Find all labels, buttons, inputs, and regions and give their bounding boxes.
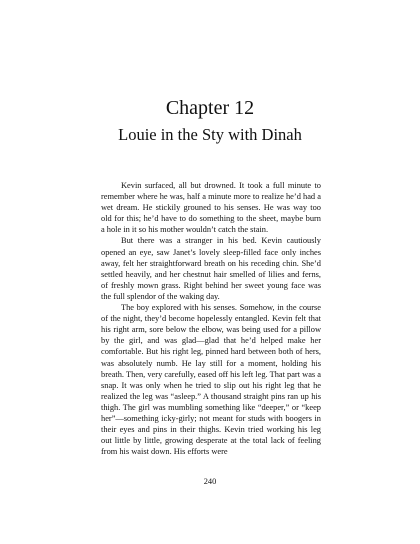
paragraph-3: The boy explored with his senses. Somehow, in the course of the night, they’d become hopelessly entangled. Kevin felt that his right arm, sore below the elbow, was being used for a pillow by the girl, and was glad—glad that he’d helped make her comfortable. But his right leg, pinned hard between both of hers, was absolutely numb. He lay still for a moment, holding his breath. Then, very carefully, eased off his left leg. That part was a snap. It was only when he tried to slip out his right leg that he realized the leg was “asleep.” A thousand straight pins ran up his thigh. The girl was mumbling something like “deeper,” or “keep her”—something icky-girly; not meant for studs with boogers in their eyes and pins in their thighs. Kevin tried working his leg out little by little, growing desperate at the total lack of feeling from his waist down. His efforts were xyxy=(101,303,321,457)
chapter-title: Louie in the Sty with Dinah xyxy=(118,125,302,144)
paragraph-2: But there was a stranger in his bed. Kevin cautiously opened an eye, saw Janet’s lovely sleep-filled face only inches away, felt her straightforward breath on his receding chin. She’d settled heavily, and her chestnut hair smelled of lilies and ferns, of freshly mown grass. Right behind her sweet young face was the full splendor of the waking day. xyxy=(101,236,321,301)
page-number: 240 xyxy=(203,477,217,486)
paragraph-1: Kevin surfaced, all but drowned. It took a full minute to remember where he was, half a minute more to realize he’d had a wet dream. He stickily grouned to his senses. He was way too old for this; he’d have to do something to the sheet, maybe burn a hole in it so his mother wouldn’t catch the stain. xyxy=(101,181,321,235)
chapter-body xyxy=(101,180,321,457)
chapter-number: Chapter 12 xyxy=(165,97,255,119)
